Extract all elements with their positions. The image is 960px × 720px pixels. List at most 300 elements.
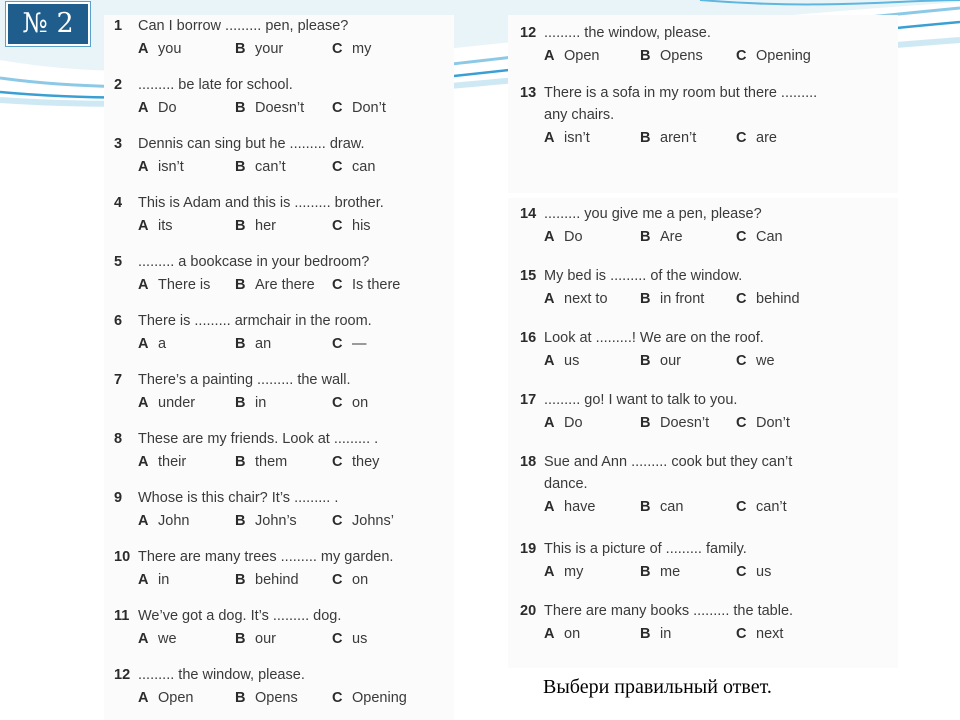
option-text: on — [352, 395, 369, 411]
answer-options — [520, 291, 898, 307]
option-text: my — [564, 564, 584, 580]
question-number: 17 — [520, 392, 537, 408]
question-number: 20 — [520, 603, 537, 619]
option-letter: B — [235, 336, 246, 352]
option-text: its — [158, 218, 173, 234]
question-number: 18 — [520, 454, 537, 470]
answer-option-a — [544, 291, 640, 307]
option-letter: C — [332, 41, 343, 57]
option-letter: A — [138, 277, 149, 293]
option-text: have — [564, 499, 596, 515]
question-item — [104, 136, 454, 175]
answer-option-a — [138, 277, 235, 293]
option-letter: A — [138, 41, 149, 57]
answer-options — [114, 631, 454, 647]
option-text: can — [660, 499, 684, 515]
option-text: our — [255, 631, 276, 647]
question-number: 14 — [520, 206, 537, 222]
question-text: Look at .........! We are on the roof. — [544, 330, 764, 346]
option-text: a — [158, 336, 167, 352]
question-stem — [520, 206, 898, 222]
answer-option-a — [138, 454, 235, 470]
option-letter: A — [544, 626, 555, 642]
answer-option-c — [736, 48, 832, 64]
option-letter: B — [640, 415, 651, 431]
option-letter: B — [235, 631, 246, 647]
answer-option-b — [640, 130, 736, 146]
answer-option-b — [640, 626, 736, 642]
option-text: your — [255, 41, 284, 57]
question-text: There are many trees ......... my garden. — [138, 549, 394, 565]
answer-option-c — [736, 564, 832, 580]
question-text: My bed is ......... of the window. — [544, 268, 743, 284]
question-number: 3 — [114, 136, 123, 152]
option-text: Opens — [660, 48, 703, 64]
option-text: their — [158, 454, 187, 470]
option-text: behind — [756, 291, 800, 307]
option-letter: B — [235, 218, 246, 234]
option-text: Opening — [352, 690, 407, 706]
question-item — [508, 25, 898, 64]
answer-option-c — [332, 690, 429, 706]
answer-options — [114, 454, 454, 470]
question-number: 7 — [114, 372, 123, 388]
question-item — [104, 254, 454, 293]
answer-option-c — [332, 572, 429, 588]
option-letter: B — [235, 572, 246, 588]
question-number: 16 — [520, 330, 537, 346]
option-letter: A — [544, 291, 555, 307]
question-text: Whose is this chair? It’s ......... . — [138, 490, 339, 506]
option-text: Are — [660, 229, 683, 245]
option-text: can’t — [255, 159, 286, 175]
option-letter: A — [138, 513, 149, 529]
answer-option-c — [332, 454, 429, 470]
option-text: me — [660, 564, 681, 580]
answer-options — [114, 690, 454, 706]
question-text: There is ......... armchair in the room. — [138, 313, 372, 329]
answer-option-b — [235, 277, 332, 293]
worksheet-right-top-panel — [508, 15, 898, 193]
option-text: my — [352, 41, 372, 57]
answer-option-b — [235, 690, 332, 706]
worksheet-right-panel — [508, 198, 898, 668]
answer-option-b — [235, 395, 332, 411]
answer-options — [520, 564, 898, 580]
answer-option-b — [640, 229, 736, 245]
answer-option-a — [138, 159, 235, 175]
question-stem — [520, 268, 898, 284]
option-text: isn’t — [564, 130, 590, 146]
answer-option-b — [640, 48, 736, 64]
option-text: Do — [158, 100, 177, 116]
question-stem — [520, 392, 898, 408]
answer-options — [114, 572, 454, 588]
answer-options — [114, 277, 454, 293]
option-text: Do — [564, 415, 583, 431]
answer-option-c — [736, 626, 832, 642]
option-letter: C — [332, 572, 343, 588]
option-letter: C — [736, 48, 747, 64]
option-letter: C — [332, 218, 343, 234]
option-letter: B — [640, 626, 651, 642]
option-text: Johns’ — [352, 513, 394, 529]
question-text: ......... you give me a pen, please? — [544, 206, 762, 222]
answer-option-c — [332, 631, 429, 647]
option-letter: B — [640, 291, 651, 307]
option-text: isn’t — [158, 159, 184, 175]
option-text: in — [660, 626, 672, 642]
answer-option-b — [640, 353, 736, 369]
answer-option-b — [235, 100, 332, 116]
answer-options — [520, 626, 898, 642]
answer-option-c — [332, 218, 429, 234]
question-text: We’ve got a dog. It’s ......... dog. — [138, 608, 342, 624]
question-number: 10 — [114, 549, 131, 565]
answer-option-c — [736, 353, 832, 369]
question-item — [104, 195, 454, 234]
answer-option-c — [736, 499, 832, 515]
option-letter: A — [138, 572, 149, 588]
answer-options — [114, 513, 454, 529]
option-letter: A — [544, 499, 555, 515]
answer-options — [520, 130, 898, 146]
question-item — [508, 454, 898, 515]
answer-option-c — [332, 277, 429, 293]
option-letter: B — [640, 130, 651, 146]
question-stem — [114, 608, 454, 624]
option-letter: C — [736, 229, 747, 245]
answer-options — [114, 100, 454, 116]
option-text: her — [255, 218, 276, 234]
question-stem — [520, 25, 898, 41]
option-text: Opens — [255, 690, 298, 706]
question-number: 11 — [114, 608, 130, 624]
answer-option-a — [138, 395, 235, 411]
question-text: ......... a bookcase in your bedroom? — [138, 254, 370, 270]
option-text: on — [352, 572, 369, 588]
answer-options — [114, 41, 454, 57]
option-text: you — [158, 41, 182, 57]
answer-option-a — [544, 564, 640, 580]
option-text: are — [756, 130, 777, 146]
option-letter: B — [235, 159, 246, 175]
option-text: — — [352, 336, 367, 352]
question-text: These are my friends. Look at ......... . — [138, 431, 379, 447]
option-letter: C — [332, 513, 343, 529]
question-number: 15 — [520, 268, 537, 284]
answer-options — [520, 499, 898, 515]
question-stem — [114, 18, 454, 34]
option-text: can’t — [756, 499, 787, 515]
option-text: aren’t — [660, 130, 697, 146]
answer-option-a — [544, 48, 640, 64]
question-number: 4 — [114, 195, 123, 211]
question-number: 19 — [520, 541, 537, 557]
question-item — [104, 313, 454, 352]
option-letter: C — [736, 499, 747, 515]
option-text: next to — [564, 291, 608, 307]
option-letter: B — [235, 100, 246, 116]
question-item — [104, 667, 454, 706]
option-text: an — [255, 336, 272, 352]
question-stem — [114, 77, 454, 93]
question-item — [104, 490, 454, 529]
option-text: Do — [564, 229, 583, 245]
question-stem — [520, 85, 898, 101]
option-letter: C — [332, 631, 343, 647]
option-letter: A — [544, 48, 555, 64]
question-stem — [114, 372, 454, 388]
option-letter: B — [640, 499, 651, 515]
answer-option-b — [640, 291, 736, 307]
option-letter: A — [138, 218, 149, 234]
answer-option-c — [332, 41, 429, 57]
option-text: Doesn’t — [660, 415, 710, 431]
answer-options — [520, 229, 898, 245]
question-stem — [114, 431, 454, 447]
question-text: ......... the window, please. — [544, 25, 711, 41]
answer-option-a — [138, 336, 235, 352]
question-stem — [114, 313, 454, 329]
option-letter: B — [235, 277, 246, 293]
option-letter: C — [332, 395, 343, 411]
option-letter: A — [138, 454, 149, 470]
question-number: 2 — [114, 77, 123, 93]
option-letter: B — [235, 690, 246, 706]
question-number: 9 — [114, 490, 123, 506]
answer-option-b — [235, 218, 332, 234]
question-item — [508, 268, 898, 307]
option-text: us — [756, 564, 772, 580]
answer-option-a — [138, 218, 235, 234]
option-letter: C — [332, 159, 343, 175]
option-text: John’s — [255, 513, 297, 529]
question-item — [104, 18, 454, 57]
answer-option-a — [544, 353, 640, 369]
option-letter: B — [235, 41, 246, 57]
option-text: us — [564, 353, 580, 369]
option-letter: A — [138, 159, 149, 175]
option-text: There is — [158, 277, 211, 293]
answer-option-b — [235, 631, 332, 647]
option-text: Are there — [255, 277, 315, 293]
question-number: 12 — [114, 667, 131, 683]
answer-option-b — [235, 572, 332, 588]
option-text: next — [756, 626, 784, 642]
answer-option-c — [332, 336, 429, 352]
option-text: they — [352, 454, 380, 470]
option-text: can — [352, 159, 376, 175]
option-text: behind — [255, 572, 299, 588]
option-letter: A — [544, 415, 555, 431]
question-stem — [114, 549, 454, 565]
option-letter: A — [138, 690, 149, 706]
question-item — [508, 330, 898, 369]
question-number: 6 — [114, 313, 123, 329]
answer-option-b — [235, 336, 332, 352]
option-text: Opening — [756, 48, 811, 64]
answer-option-a — [544, 130, 640, 146]
option-letter: A — [544, 353, 555, 369]
option-letter: C — [332, 100, 343, 116]
answer-option-a — [138, 100, 235, 116]
question-text: This is a picture of ......... family. — [544, 541, 747, 557]
answer-option-b — [640, 499, 736, 515]
question-stem — [114, 195, 454, 211]
answer-options — [114, 336, 454, 352]
option-letter: C — [736, 626, 747, 642]
answer-option-c — [736, 229, 832, 245]
option-letter: C — [736, 353, 747, 369]
question-text-continued: any chairs. — [544, 107, 615, 123]
slide-number-badge: № 2 — [6, 2, 90, 46]
answer-option-a — [544, 415, 640, 431]
option-letter: C — [332, 277, 343, 293]
question-stem — [114, 667, 454, 683]
question-number: 1 — [114, 18, 123, 34]
option-text: Doesn’t — [255, 100, 305, 116]
option-text: John — [158, 513, 190, 529]
question-number: 13 — [520, 85, 537, 101]
question-text: There are many books ......... the table. — [544, 603, 794, 619]
answer-option-a — [138, 41, 235, 57]
option-text: Don’t — [756, 415, 790, 431]
option-text: our — [660, 353, 681, 369]
option-text: in — [255, 395, 267, 411]
option-text: in front — [660, 291, 705, 307]
answer-options — [520, 415, 898, 431]
answer-option-c — [332, 159, 429, 175]
question-text-continued: dance. — [544, 476, 588, 492]
option-text: his — [352, 218, 371, 234]
option-letter: A — [544, 130, 555, 146]
answer-option-a — [138, 572, 235, 588]
answer-option-b — [235, 513, 332, 529]
option-text: Open — [564, 48, 600, 64]
option-letter: A — [544, 564, 555, 580]
answer-options — [520, 353, 898, 369]
question-text: There is a sofa in my room but there ......... — [544, 85, 818, 101]
question-item — [104, 77, 454, 116]
option-letter: C — [332, 454, 343, 470]
option-letter: A — [138, 395, 149, 411]
question-stem — [520, 603, 898, 619]
question-number: 5 — [114, 254, 123, 270]
answer-option-c — [332, 513, 429, 529]
answer-option-b — [235, 41, 332, 57]
question-item — [104, 549, 454, 588]
option-letter: A — [544, 229, 555, 245]
question-text: ......... the window, please. — [138, 667, 305, 683]
question-number: 8 — [114, 431, 123, 447]
answer-option-a — [544, 626, 640, 642]
option-text: Is there — [352, 277, 401, 293]
answer-options — [114, 159, 454, 175]
option-letter: B — [235, 454, 246, 470]
question-item — [104, 608, 454, 647]
question-text: There’s a painting ......... the wall. — [138, 372, 351, 388]
question-text: ......... go! I want to talk to you. — [544, 392, 738, 408]
question-text: This is Adam and this is ......... brother. — [138, 195, 384, 211]
answer-option-c — [332, 100, 429, 116]
answer-option-b — [235, 159, 332, 175]
question-item — [508, 541, 898, 580]
question-item — [508, 603, 898, 642]
question-item — [104, 431, 454, 470]
option-text: we — [756, 353, 775, 369]
option-text: in — [158, 572, 170, 588]
question-stem — [114, 136, 454, 152]
option-letter: A — [138, 100, 149, 116]
instruction-text: Выбери правильный ответ. — [543, 676, 772, 698]
answer-option-c — [332, 395, 429, 411]
option-text: Don’t — [352, 100, 386, 116]
option-text: we — [158, 631, 177, 647]
answer-option-c — [736, 291, 832, 307]
option-letter: C — [736, 291, 747, 307]
answer-option-b — [640, 564, 736, 580]
question-item — [508, 85, 898, 146]
question-text: Dennis can sing but he ......... draw. — [138, 136, 365, 152]
worksheet-left-panel — [104, 15, 454, 720]
question-stem — [520, 330, 898, 346]
option-letter: C — [332, 336, 343, 352]
option-text: us — [352, 631, 368, 647]
option-text: Open — [158, 690, 194, 706]
option-text: them — [255, 454, 288, 470]
question-text: ......... be late for school. — [138, 77, 293, 93]
option-letter: B — [640, 353, 651, 369]
option-letter: A — [138, 631, 149, 647]
option-letter: C — [332, 690, 343, 706]
answer-options — [114, 218, 454, 234]
answer-option-a — [544, 499, 640, 515]
question-text: Sue and Ann ......... cook but they can’t — [544, 454, 793, 470]
question-stem — [520, 454, 898, 470]
option-letter: B — [640, 564, 651, 580]
question-item — [104, 372, 454, 411]
question-number: 12 — [520, 25, 537, 41]
answer-option-a — [138, 513, 235, 529]
option-letter: B — [640, 48, 651, 64]
option-letter: A — [138, 336, 149, 352]
answer-option-a — [544, 229, 640, 245]
option-letter: C — [736, 415, 747, 431]
option-letter: B — [235, 513, 246, 529]
option-letter: C — [736, 130, 747, 146]
option-text: under — [158, 395, 196, 411]
answer-option-a — [138, 690, 235, 706]
answer-options — [520, 48, 898, 64]
answer-option-c — [736, 415, 832, 431]
option-letter: C — [736, 564, 747, 580]
option-text: on — [564, 626, 581, 642]
question-item — [508, 206, 898, 245]
question-stem — [114, 490, 454, 506]
question-stem — [520, 541, 898, 557]
question-item — [508, 392, 898, 431]
option-letter: B — [235, 395, 246, 411]
answer-option-b — [235, 454, 332, 470]
option-letter: B — [640, 229, 651, 245]
answer-option-a — [138, 631, 235, 647]
option-text: Can — [756, 229, 783, 245]
answer-option-c — [736, 130, 832, 146]
question-stem — [114, 254, 454, 270]
answer-option-b — [640, 415, 736, 431]
answer-options — [114, 395, 454, 411]
